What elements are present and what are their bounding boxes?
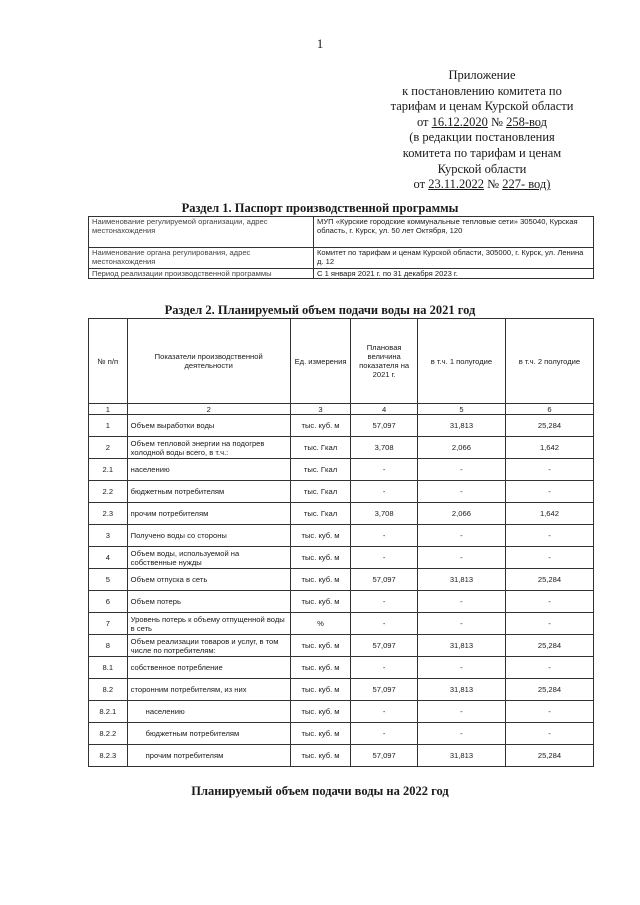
- table-row: [89, 679, 594, 701]
- resolution-number: 258-вод: [506, 114, 548, 129]
- plan-value: -: [351, 701, 418, 723]
- plan-value: 57,097: [351, 679, 418, 701]
- indicator-name: бюджетным потребителям: [127, 481, 290, 503]
- half2-value: 25,284: [505, 745, 593, 767]
- half2-value: 25,284: [505, 635, 593, 657]
- indicator-name: Объем тепловой энергии на подогрев холодной воды всего, в т.ч.:: [127, 437, 290, 459]
- half1-value: -: [417, 525, 505, 547]
- half1-value: 2,066: [417, 437, 505, 459]
- half1-value: 2,066: [417, 503, 505, 525]
- passport-label: Наименование регулируемой организации, адрес местонахождения: [89, 217, 314, 248]
- plan-value: -: [351, 459, 418, 481]
- half1-value: -: [417, 591, 505, 613]
- passport-value: Комитет по тарифам и ценам Курской области, 305000, г. Курск, ул. Ленина д. 12: [314, 248, 594, 269]
- appendix-line: к постановлению комитета по: [402, 83, 562, 98]
- indicator-name: сторонним потребителям, из них: [127, 679, 290, 701]
- plan-value: -: [351, 613, 418, 635]
- indicator-name: населению: [127, 701, 290, 723]
- row-number: 1: [89, 415, 128, 437]
- row-number: 2.2: [89, 481, 128, 503]
- appendix-line: [372, 115, 592, 131]
- half1-value: -: [417, 459, 505, 481]
- plan-value: 3,708: [351, 503, 418, 525]
- row-number: 8.2.1: [89, 701, 128, 723]
- plan-value: -: [351, 525, 418, 547]
- plan-value: -: [351, 481, 418, 503]
- half1-value: 31,813: [417, 679, 505, 701]
- half2-value: -: [505, 723, 593, 745]
- plan-value: -: [351, 723, 418, 745]
- row-number: 8.2.3: [89, 745, 128, 767]
- indicator-name: прочим потребителям: [127, 745, 290, 767]
- half2-value: -: [505, 591, 593, 613]
- half1-value: -: [417, 701, 505, 723]
- table-row: [89, 437, 594, 459]
- passport-label: Наименование органа регулирования, адрес местонахождения: [89, 248, 314, 269]
- water-volume-table: [88, 318, 594, 767]
- passport-label: Период реализации производственной программы: [89, 269, 314, 279]
- half2-value: -: [505, 701, 593, 723]
- unit-cell: тыс. куб. м: [290, 415, 351, 437]
- row-number: 3: [89, 525, 128, 547]
- row-number: 8.2: [89, 679, 128, 701]
- row-number: 7: [89, 613, 128, 635]
- plan-value: 57,097: [351, 745, 418, 767]
- indicator-name: Объем выработки воды: [127, 415, 290, 437]
- passport-value: МУП «Курские городские коммунальные тепловые сети» 305040, Курская область, г. Курск, ул. 50 лет Октября, 120: [314, 217, 594, 248]
- half1-value: -: [417, 481, 505, 503]
- appendix-header: [372, 68, 592, 193]
- half2-value: 1,642: [505, 503, 593, 525]
- appendix-text: от: [416, 114, 429, 129]
- unit-cell: тыс. куб. м: [290, 745, 351, 767]
- half1-value: 31,813: [417, 415, 505, 437]
- half1-value: -: [417, 547, 505, 569]
- header-cell: в т.ч. 1 полугодие: [417, 319, 505, 404]
- indicator-name: Получено воды со стороны: [127, 525, 290, 547]
- half2-value: -: [505, 459, 593, 481]
- row-number: 2.1: [89, 459, 128, 481]
- appendix-line: тарифам и ценам Курской области: [390, 99, 574, 114]
- indicator-name: Объем реализации товаров и услуг, в том числе по потребителям:: [127, 635, 290, 657]
- appendix-line: (в редакции постановления: [409, 130, 555, 145]
- appendix-line: Приложение: [448, 68, 516, 82]
- table-row: [89, 415, 594, 437]
- section1-title: Раздел 1. Паспорт производственной программы: [181, 201, 459, 215]
- column-number: 6: [505, 404, 593, 415]
- plan-value: 57,097: [351, 569, 418, 591]
- half2-value: -: [505, 481, 593, 503]
- unit-cell: %: [290, 613, 351, 635]
- amendment-date: 23.11.2022: [428, 177, 484, 192]
- table-body: [89, 415, 594, 767]
- half2-value: -: [505, 525, 593, 547]
- column-number-row: [89, 404, 594, 415]
- row-number: 2.3: [89, 503, 128, 525]
- passport-value: С 1 января 2021 г. по 31 декабря 2023 г.: [314, 269, 594, 279]
- row-number: 8.1: [89, 657, 128, 679]
- indicator-name: Объем отпуска в сеть: [127, 569, 290, 591]
- section3-title: Планируемый объем подачи воды на 2022 год: [191, 784, 449, 798]
- plan-value: 57,097: [351, 415, 418, 437]
- appendix-text: №: [487, 177, 500, 192]
- plan-value: 57,097: [351, 635, 418, 657]
- unit-cell: тыс. куб. м: [290, 547, 351, 569]
- page-number: 1: [316, 36, 324, 51]
- plan-value: 3,708: [351, 437, 418, 459]
- indicator-name: собственное потребление: [127, 657, 290, 679]
- header-cell: № п/п: [89, 319, 128, 404]
- table-row: [89, 525, 594, 547]
- table-row: [89, 701, 594, 723]
- appendix-text: №: [491, 114, 503, 129]
- unit-cell: тыс. куб. м: [290, 657, 351, 679]
- indicator-name: бюджетным потребителям: [127, 723, 290, 745]
- appendix-line: Курской области: [437, 161, 527, 176]
- unit-cell: тыс. куб. м: [290, 591, 351, 613]
- table-row: [89, 723, 594, 745]
- table-row: [89, 459, 594, 481]
- half2-value: 25,284: [505, 679, 593, 701]
- unit-cell: тыс. Гкал: [290, 459, 351, 481]
- column-number: 5: [417, 404, 505, 415]
- plan-value: -: [351, 547, 418, 569]
- half1-value: -: [417, 613, 505, 635]
- appendix-text: от: [413, 177, 426, 192]
- half2-value: 1,642: [505, 437, 593, 459]
- table-row: [89, 745, 594, 767]
- unit-cell: тыс. куб. м: [290, 569, 351, 591]
- unit-cell: тыс. куб. м: [290, 679, 351, 701]
- indicator-name: Уровень потерь к объему отпущенной воды в сеть: [127, 613, 290, 635]
- column-number: 1: [89, 404, 128, 415]
- half1-value: 31,813: [417, 635, 505, 657]
- unit-cell: тыс. Гкал: [290, 481, 351, 503]
- header-cell: Показатели производственной деятельности: [127, 319, 290, 404]
- table-row: [89, 657, 594, 679]
- half1-value: -: [417, 657, 505, 679]
- column-number: 2: [127, 404, 290, 415]
- indicator-name: Объем воды, используемой на собственные нужды: [127, 547, 290, 569]
- row-number: 4: [89, 547, 128, 569]
- passport-row: [89, 269, 594, 279]
- header-cell: Плановая величина показателя на 2021 г.: [351, 319, 418, 404]
- half1-value: 31,813: [417, 569, 505, 591]
- row-number: 6: [89, 591, 128, 613]
- unit-cell: тыс. Гкал: [290, 503, 351, 525]
- table-row: [89, 591, 594, 613]
- half1-value: 31,813: [417, 745, 505, 767]
- unit-cell: тыс. куб. м: [290, 723, 351, 745]
- amendment-number: 227- вод): [502, 177, 551, 192]
- column-number: 3: [290, 404, 351, 415]
- table-row: [89, 635, 594, 657]
- half2-value: -: [505, 657, 593, 679]
- plan-value: -: [351, 657, 418, 679]
- table-row: [89, 547, 594, 569]
- unit-cell: тыс. куб. м: [290, 635, 351, 657]
- appendix-line: комитета по тарифам и ценам: [402, 145, 562, 160]
- passport-table: [88, 216, 594, 279]
- row-number: 8.2.2: [89, 723, 128, 745]
- unit-cell: тыс. Гкал: [290, 437, 351, 459]
- section2-title: Раздел 2. Планируемый объем подачи воды на 2021 год: [164, 303, 476, 317]
- row-number: 8: [89, 635, 128, 657]
- indicator-name: прочим потребителям: [127, 503, 290, 525]
- half2-value: 25,284: [505, 415, 593, 437]
- unit-cell: тыс. куб. м: [290, 701, 351, 723]
- row-number: 2: [89, 437, 128, 459]
- table-row: [89, 481, 594, 503]
- indicator-name: Объем потерь: [127, 591, 290, 613]
- table-row: [89, 613, 594, 635]
- unit-cell: тыс. куб. м: [290, 525, 351, 547]
- passport-row: [89, 217, 594, 248]
- table-row: [89, 569, 594, 591]
- half2-value: -: [505, 613, 593, 635]
- resolution-date: 16.12.2020: [431, 114, 488, 129]
- table-header-row: [89, 319, 594, 404]
- half1-value: -: [417, 723, 505, 745]
- header-cell: в т.ч. 2 полугодие: [505, 319, 593, 404]
- table-row: [89, 503, 594, 525]
- header-cell: Ед. измерения: [290, 319, 351, 404]
- passport-row: [89, 248, 594, 269]
- indicator-name: населению: [127, 459, 290, 481]
- half2-value: -: [505, 547, 593, 569]
- column-number: 4: [351, 404, 418, 415]
- appendix-line: [372, 177, 592, 193]
- plan-value: -: [351, 591, 418, 613]
- row-number: 5: [89, 569, 128, 591]
- half2-value: 25,284: [505, 569, 593, 591]
